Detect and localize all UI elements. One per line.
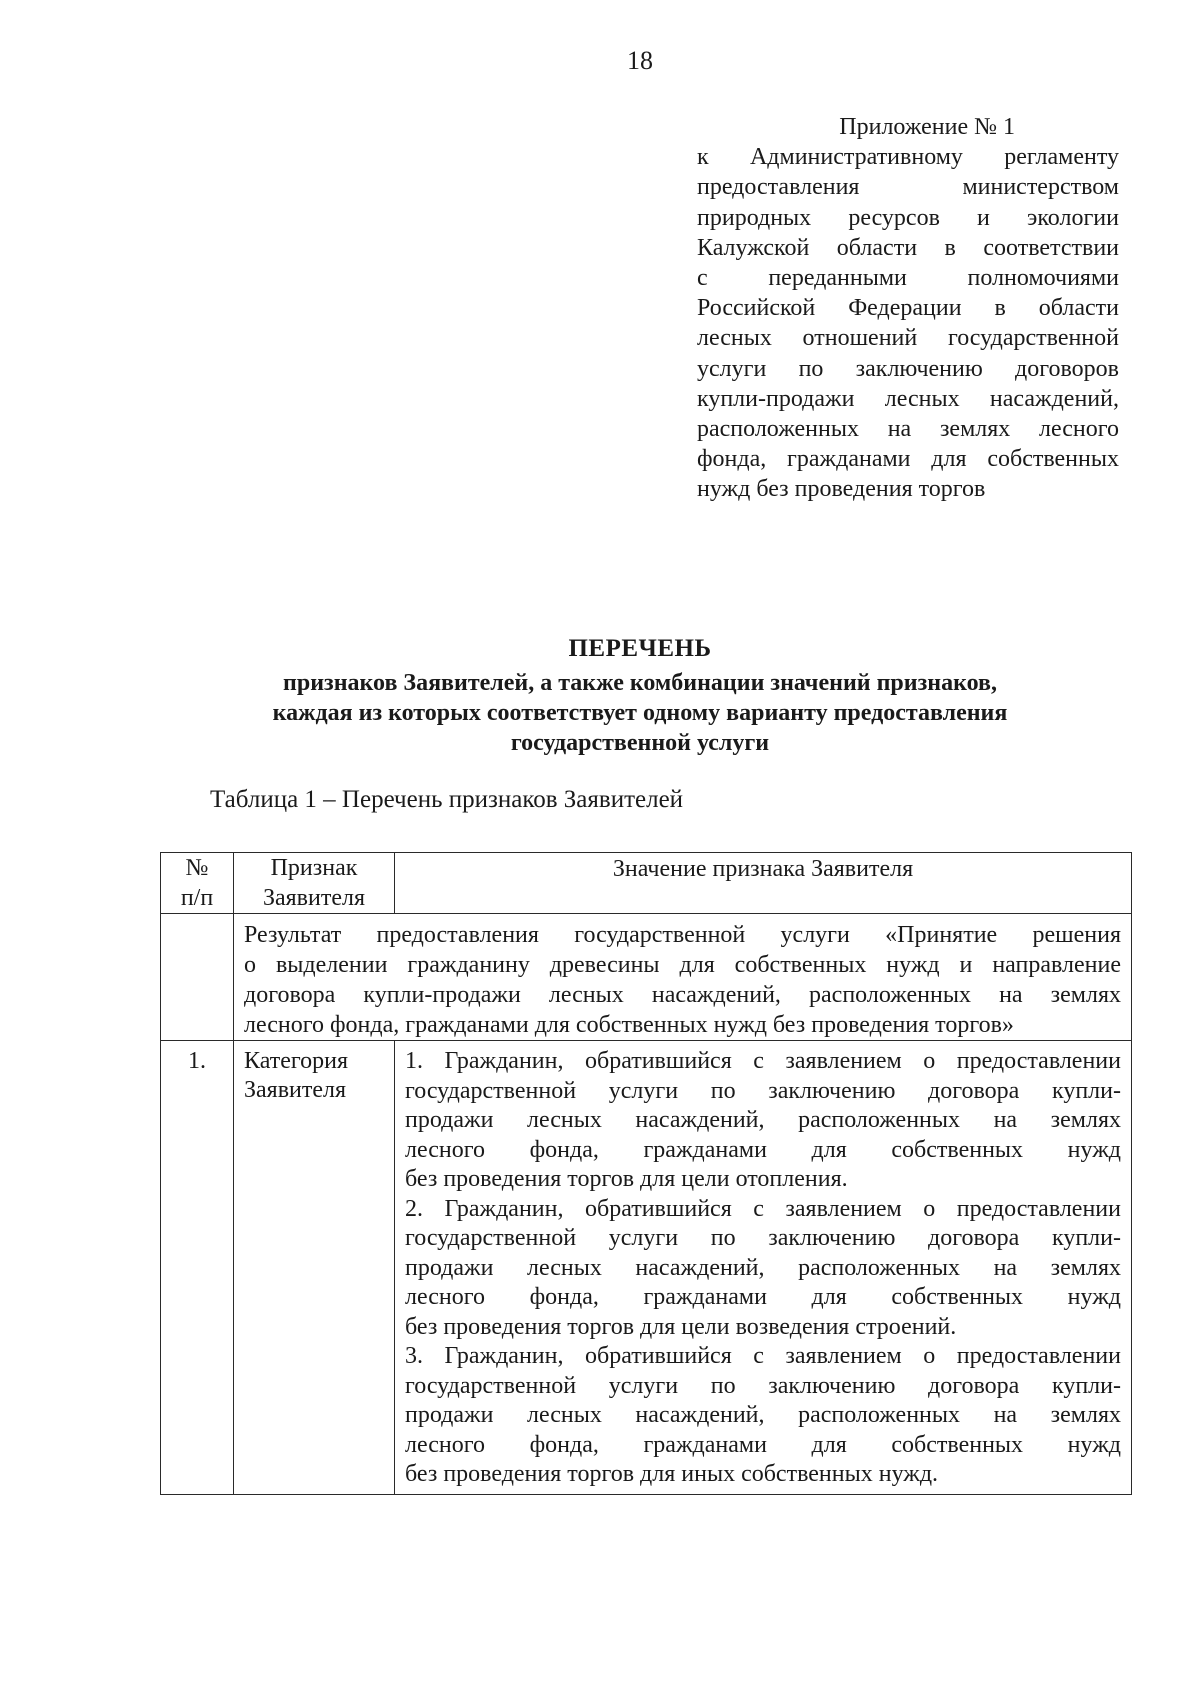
table-header-row — [161, 853, 1132, 914]
value-line: продажи лесных насаждений, расположенных на землях — [405, 1107, 1121, 1133]
appendix-line: Российской Федерации в области — [697, 295, 1119, 322]
row-feature-line: Категория — [244, 1048, 348, 1074]
title-main: ПЕРЕЧЕНЬ — [568, 635, 712, 662]
appendix-line: расположенных на землях лесного — [697, 416, 1119, 443]
value-line: без проведения торгов для цели отопления. — [405, 1166, 848, 1192]
header-value: Значение признака Заявителя — [395, 853, 1132, 914]
appendix-line: фонда, гражданами для собственных — [697, 446, 1119, 473]
value-line: лесного фонда, гражданами для собственных нужд — [405, 1431, 1121, 1458]
value-line: лесного фонда, гражданами для собственных нужд — [405, 1136, 1121, 1163]
value-item — [405, 1342, 1121, 1490]
value-line: 3. Гражданин, обратившийся с заявлением о предоставлении — [405, 1343, 1121, 1369]
value-line: без проведения торгов для иных собственных нужд. — [405, 1461, 939, 1487]
value-line: государственной услуги по заключению договора купли- — [405, 1372, 1121, 1399]
title-line: каждая из которых соответствует одному варианту предоставления — [272, 700, 1008, 726]
appendix-line: с переданными полномочиями — [697, 265, 1119, 292]
appendix-block — [697, 112, 1119, 505]
appendix-line: предоставления министерством — [697, 174, 1119, 201]
appendix-body — [697, 142, 1119, 504]
header-num-line: п/п — [180, 885, 214, 911]
appendix-line: услуги по заключению договоров — [697, 355, 1119, 382]
appendix-heading: Приложение № 1 — [839, 114, 1015, 140]
appendix-line: нужд без проведения торгов — [697, 476, 986, 503]
title-line: признаков Заявителей, а также комбинации значений признаков, — [283, 670, 997, 696]
applicant-features-table — [160, 852, 1132, 1495]
appendix-line: купли-продажи лесных насаждений, — [697, 385, 1119, 412]
result-line: лесного фонда, гражданами для собственных нужд без проведения торгов» — [244, 1012, 1014, 1038]
row-feature — [234, 1041, 395, 1495]
header-feature — [234, 853, 395, 914]
value-item — [405, 1195, 1121, 1343]
result-cell — [234, 914, 1132, 1041]
value-line: продажи лесных насаждений, расположенных на землях — [405, 1254, 1121, 1281]
result-empty-cell — [161, 914, 234, 1041]
value-line: государственной услуги по заключению договора купли- — [405, 1077, 1121, 1104]
value-line: государственной услуги по заключению договора купли- — [405, 1225, 1121, 1251]
header-feature-line: Признак — [270, 855, 358, 881]
row-values — [395, 1041, 1132, 1495]
header-num-line: № — [185, 855, 209, 881]
page-number: 18 — [627, 46, 653, 75]
row-num: 1. — [161, 1041, 234, 1495]
result-line: договора купли-продажи лесных насаждений, расположенных на землях — [244, 982, 1121, 1008]
document-title — [120, 634, 1160, 758]
table-result-row — [161, 914, 1132, 1041]
appendix-line: к Административному регламенту — [697, 144, 1119, 171]
appendix-line: природных ресурсов и экологии — [697, 204, 1119, 231]
table-caption: Таблица 1 – Перечень признаков Заявителей — [210, 786, 684, 813]
result-line: Результат предоставления государственной услуги «Принятие решения — [244, 922, 1121, 948]
value-item — [405, 1047, 1121, 1195]
value-line: 2. Гражданин, обратившийся с заявлением о предоставлении — [405, 1195, 1121, 1222]
value-line: продажи лесных насаждений, расположенных на землях — [405, 1402, 1121, 1428]
title-line: государственной услуги — [510, 730, 770, 756]
appendix-line: Калужской области в соответствии — [697, 234, 1119, 261]
appendix-line: лесных отношений государственной — [697, 325, 1119, 352]
value-line: 1. Гражданин, обратившийся с заявлением о предоставлении — [405, 1048, 1121, 1074]
row-feature-line: Заявителя — [244, 1077, 347, 1103]
value-line: без проведения торгов для цели возведения строений. — [405, 1313, 957, 1340]
table-row — [161, 1041, 1132, 1495]
header-feature-line: Заявителя — [262, 885, 366, 911]
result-line: о выделении гражданину древесины для собственных нужд и направление — [244, 952, 1121, 978]
value-line: лесного фонда, гражданами для собственных нужд — [405, 1284, 1121, 1310]
header-num — [161, 853, 234, 914]
